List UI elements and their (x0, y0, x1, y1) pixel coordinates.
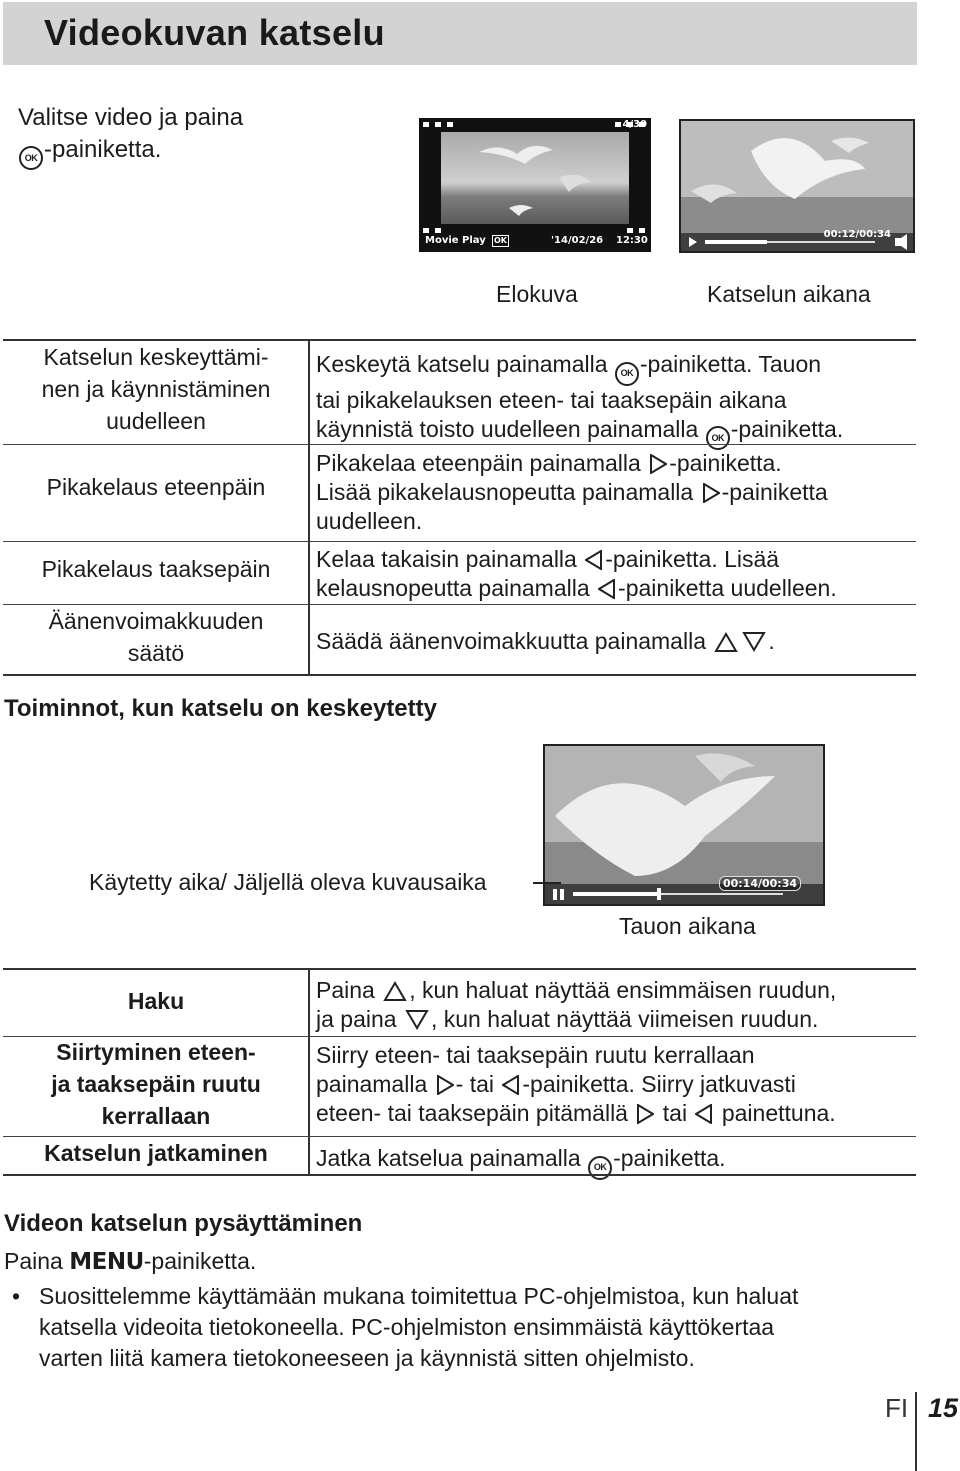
table2-desc-search: Paina , kun haluat näyttää ensimmäisen ruudun, ja paina , kun haluat näyttää viimeisen ruudun. (316, 977, 837, 1032)
table1-label-pause: Katselun keskeyttämi- nen ja käynnistäminen uudelleen (41, 344, 271, 434)
left-arrow-icon (695, 1104, 713, 1124)
page-number: 15 (928, 1393, 959, 1423)
pointer-line (533, 882, 561, 884)
table1-bottom-rule (3, 674, 916, 676)
intro-line-1: Valitse video ja paina (18, 104, 244, 131)
up-arrow-icon (383, 981, 407, 1001)
table1-label-volume: Äänenvoimakkuuden säätö (48, 608, 264, 666)
table1-divider (308, 341, 310, 675)
playing-screen (679, 119, 915, 253)
right-arrow-icon (649, 454, 667, 474)
paused-heading: Toiminnot, kun katselu on keskeytetty (4, 695, 437, 722)
table1-row-rule (3, 444, 916, 445)
table1-row-rule (3, 541, 916, 542)
footer-divider (915, 1392, 917, 1471)
right-arrow-icon (636, 1104, 654, 1124)
ok-button-icon: OK (706, 426, 730, 450)
down-arrow-icon (405, 1010, 429, 1030)
table1-desc-pause: Keskeytä katselu painamalla OK -painiketta. Tauon tai pikakelauksen eteen- tai taaksepäin aikana käynnistä toisto uudelleen painamalla OK -painiketta. (316, 350, 916, 450)
table1-desc-rewind: Kelaa takaisin painamalla -painiketta. Lisää kelausnopeutta painamalla -painiketta uudelleen. (316, 546, 837, 601)
ok-button-icon: OK (615, 362, 639, 386)
paused-pointer-label: Käytetty aika/ Jäljellä oleva kuvausaika (89, 869, 487, 895)
table1-desc-forward: Pikakelaa eteenpäin painamalla -painiketta. Lisää pikakelausnopeutta painamalla -painiketta uudelleen. (316, 450, 828, 534)
table2-divider (308, 970, 310, 1175)
playing-caption: Katselun aikana (707, 281, 871, 307)
pc-software-note: Suosittelemme käyttämään mukana toimitettua PC-ohjelmistoa, kun haluat katsella videoita tietokoneella. PC-ohjelmiston ensimmäistä käyttökertaa varten liitä kamera tietokoneeseen ja käynnistä sitten ohjelmisto. (39, 1283, 799, 1371)
table1-label-forward: Pikakelaus eteenpäin (46, 474, 266, 500)
movie-frame-illustration (419, 118, 651, 252)
frame-counter: 4/30 (622, 119, 647, 130)
footer-lang: FI (885, 1393, 909, 1423)
movie-ok-badge: OK (494, 236, 507, 245)
ok-button-icon: OK (19, 146, 43, 170)
paused-timecode: 00:14/00:34 (719, 876, 801, 891)
bullet-mark: • (12, 1283, 21, 1309)
table1-label-rewind: Pikakelaus taaksepäin (41, 556, 271, 582)
table2-top-rule (3, 968, 916, 970)
stop-instruction: Paina MENU-painiketta. (4, 1248, 257, 1275)
left-arrow-icon (598, 579, 616, 599)
down-arrow-icon (742, 632, 766, 652)
movie-time: 12:30 (616, 235, 648, 246)
movie-screen (419, 118, 651, 252)
table2-label-frame-step: Siirtyminen eteen- ja taaksepäin ruutu kerrallaan (51, 1039, 261, 1129)
up-arrow-icon (714, 632, 738, 652)
movie-caption: Elokuva (496, 281, 578, 307)
intro-line-2: OK -painiketta. (18, 134, 243, 170)
right-arrow-icon (702, 483, 720, 503)
playing-timecode: 00:12/00:34 (823, 229, 891, 240)
table2-label-search: Haku (127, 988, 185, 1014)
movie-date: '14/02/26 (551, 235, 604, 246)
table1-desc-volume: Säädä äänenvoimakkuutta painamalla . (316, 628, 775, 654)
right-arrow-icon (436, 1075, 454, 1095)
table2-desc-resume: Jatka katselua painamalla OK -painiketta. (316, 1144, 916, 1180)
paused-caption: Tauon aikana (619, 913, 756, 939)
left-arrow-icon (502, 1075, 520, 1095)
menu-button-label: MENU (69, 1249, 144, 1275)
page-title: Videokuvan katselu (44, 12, 385, 53)
table2-desc-frame-step: Siirry eteen- tai taaksepäin ruutu kerrallaan painamalla - tai -painiketta. Siirry jatkuvasti eteen- tai taaksepäin pitämällä tai painettuna. (316, 1042, 836, 1126)
movie-play-label: Movie Play (425, 235, 486, 246)
table2-label-resume: Katselun jatkaminen (44, 1140, 268, 1166)
left-arrow-icon (585, 550, 603, 570)
stop-heading: Videon katselun pysäyttäminen (4, 1210, 363, 1237)
paused-screen (543, 744, 825, 906)
table2-bottom-rule (3, 1174, 916, 1176)
intro-text (18, 102, 243, 170)
ok-button-icon: OK (588, 1156, 612, 1180)
